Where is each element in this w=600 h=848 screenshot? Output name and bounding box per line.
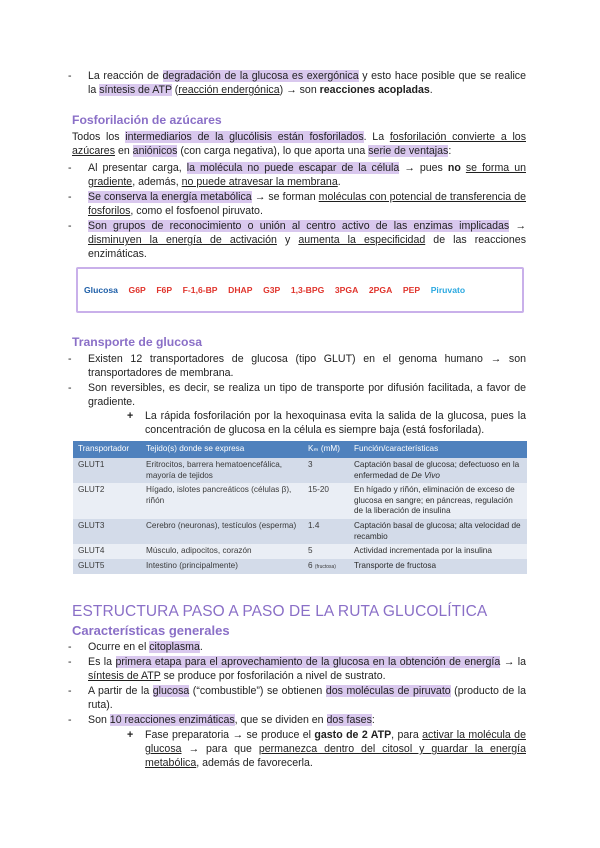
table-cell: Captación basal de glucosa; defectuoso en la enfermedad de De Vivo	[349, 458, 527, 483]
table-cell: Transporte de fructosa	[349, 559, 527, 575]
table-cell: 5	[303, 544, 349, 559]
fosforilacion-bullet-3: - Son grupos de reconocimiento o unión al centro activo de las enzimas implicadas → disminuyen la energía de activación y aumenta la especificidad de las reacciones enzimáticas.	[88, 219, 526, 262]
section-heading-transporte: Transporte de glucosa	[72, 335, 203, 349]
glycolysis-intermediate: PEP	[402, 285, 421, 295]
glycolysis-intermediate: G6P	[128, 285, 146, 295]
subheading-caracteristicas: Características generales	[72, 623, 230, 638]
table-cell: GLUT5	[73, 559, 141, 575]
table-cell: Músculo, adipocitos, corazón	[141, 544, 303, 559]
table-cell: Captación basal de glucosa; alta velocidad de recambio	[349, 519, 527, 544]
table-cell: Eritrocitos, barrera hematoencefálica, mayoría de tejidos	[141, 458, 303, 483]
fosforilacion-paragraph: Todos los intermediarios de la glucólisis están fosforilados. La fosforilación convierte a los azúcares en aniónicos (con carga negativa), lo que aporta una serie de ventajas:	[72, 131, 526, 158]
table-header-cell: Kₘ (mM)	[303, 441, 349, 458]
glycolysis-intermediate: G3P	[263, 285, 281, 295]
table-header-cell: Función/características	[349, 441, 527, 458]
table-row	[73, 483, 527, 519]
table-cell: GLUT4	[73, 544, 141, 559]
transporte-subbullet-1: + La rápida fosforilación por la hexoquinasa evita la salida de la glucosa, pues la concentración de glucosa en la célula es siempre baja (está fosforilada).	[145, 409, 526, 437]
table-header-cell: Transportador	[73, 441, 141, 458]
estructura-subbullet-1: + Fase preparatoria → se produce el gasto de 2 ATP, para activar la molécula de glucosa → para que permanezca dentro del citosol y guardar la energía metabólica, además de favorecerla.	[145, 728, 526, 771]
glycolysis-intermediate: DHAP	[228, 285, 253, 295]
fosforilacion-bullet-1: - Al presentar carga, la molécula no puede escapar de la célula → pues no se forma un gradiente, además, no puede atravesar la membrana.	[88, 161, 526, 189]
table-header-row	[73, 441, 527, 458]
transporte-bullet-2: - Son reversibles, es decir, se realiza un tipo de transporte por difusión facilitada, a favor de gradiente.	[88, 381, 526, 409]
table-cell: GLUT2	[73, 483, 141, 519]
glycolysis-intermediate: 1,3-BPG	[290, 285, 325, 295]
intro-bullet: - La reacción de degradación de la glucosa es exergónica y esto hace posible que se realice la síntesis de ATP (reacción endergónica) → son reacciones acopladas.	[88, 69, 526, 97]
glycolysis-intermediate: 2PGA	[368, 285, 393, 295]
section-heading-estructura: ESTRUCTURA PASO A PASO DE LA RUTA GLUCOLÍTICA	[72, 603, 488, 620]
estructura-bullet-4: - Son 10 reacciones enzimáticas, que se dividen en dos fases:	[88, 713, 526, 727]
glycolysis-intermediate: Piruvato	[430, 285, 466, 295]
table-row	[73, 519, 527, 544]
table-row	[73, 458, 527, 483]
estructura-bullet-2: - Es la primera etapa para el aprovechamiento de la glucosa en la obtención de energía → la síntesis de ATP se produce por fosforilación a nivel de sustrato.	[88, 655, 526, 683]
table-cell: Intestino (principalmente)	[141, 559, 303, 575]
table-cell: En hígado y riñón, eliminación de exceso de glucosa en sangre; en páncreas, regulación de la liberación de insulina	[349, 483, 527, 519]
table-cell: Actividad incrementada por la insulina	[349, 544, 527, 559]
table-cell: GLUT1	[73, 458, 141, 483]
table-cell: 1.4	[303, 519, 349, 544]
estructura-bullet-1: - Ocurre en el citoplasma.	[88, 640, 526, 654]
glycolysis-intermediate: F-1,6-BP	[182, 285, 218, 295]
glycolysis-intermediate: F6P	[156, 285, 173, 295]
table-row	[73, 559, 527, 575]
table-cell: Cerebro (neuronas), testículos (esperma)	[141, 519, 303, 544]
table-header-cell: Tejido(s) donde se expresa	[141, 441, 303, 458]
estructura-bullet-3: - A partir de la glucosa (“combustible”) se obtienen dos moléculas de piruvato (producto de la ruta).	[88, 684, 526, 712]
glycolysis-intermediate: Glucosa	[84, 285, 118, 295]
transporte-bullet-1: - Existen 12 transportadores de glucosa (tipo GLUT) en el genoma humano → son transportadores de membrana.	[88, 352, 526, 380]
table-row	[73, 544, 527, 559]
section-heading-fosforilacion: Fosforilación de azúcares	[72, 113, 222, 127]
table-cell: 6 (fructosa)	[303, 559, 349, 575]
table-cell: Hígado, islotes pancreáticos (células β), riñón	[141, 483, 303, 519]
glycolysis-intermediate: 3PGA	[334, 285, 359, 295]
table-cell: 3	[303, 458, 349, 483]
table-cell: 15-20	[303, 483, 349, 519]
fosforilacion-bullet-2: - Se conserva la energía metabólica → se forman moléculas con potencial de transferencia de fosforilos, como el fosfoenol piruvato.	[88, 190, 526, 218]
glycolysis-intermediates-strip	[76, 267, 524, 313]
table-cell: GLUT3	[73, 519, 141, 544]
glut-table	[73, 441, 527, 574]
